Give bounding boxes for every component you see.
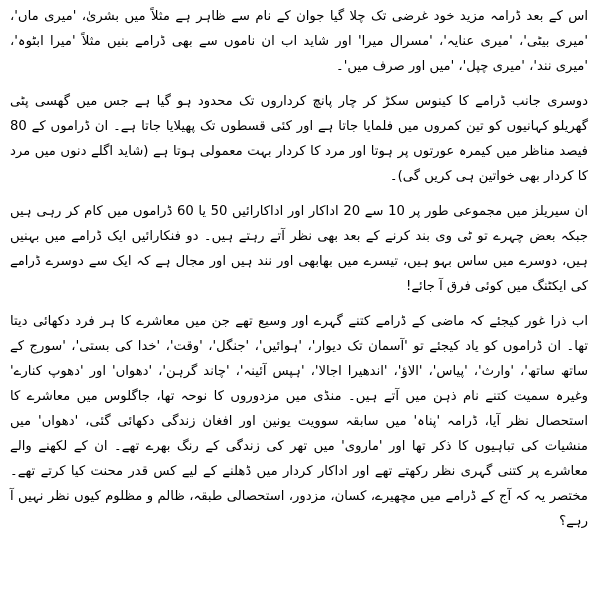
paragraph-4: اب ذرا غور کیجئے کہ ماضی کے ڈرامے کتنے گہرے اور وسیع تھے جن میں معاشرے کا ہر فرد دکھائی دیتا تھا۔ ان ڈراموں کو یاد کیجئے تو 'آسمان تک دیوار'، 'ہوائیں'، 'جنگل'، 'وقت'، 'خدا کی بستی'، 'سورج کے ساتھ ساتھ'، 'وارث'، 'پیاس'، 'الاؤ'، 'اندھیرا اجالا'، 'ہپس آئینہ'، 'چاند گرہن'، 'دھواں' اور 'دھوپ کنارے' وغیرہ سمیت کتنے نام ذہن میں آتے ہیں۔ منڈی میں مزدوروں کا نوحہ تھا، جاگلوس میں معاشرے کا استحصال نظر آیا، ڈرامہ 'پناہ' میں سابقہ سوویت یونین اور افغان زندگی دکھائی گئی، 'دھواں' میں منشیات کی تباہیوں کا ذکر تھا اور 'ماروی' میں تھر کی زندگی کے رنگ بھرے تھے۔ ان کے لکھنے والے معاشرے پر کتنی گہری نظر رکھتے تھے اور اداکار کردار میں ڈھلنے کے لیے کس قدر محنت کیا کرتے تھے۔ مختصر یہ کہ آج کے ڈرامے میں مچھیرے، کسان، مزدور، استحصالی طبقہ، ظالم و مظلوم کیوں نظر نہیں آ رہے؟ [10,314,588,529]
paragraph-2: دوسری جانب ڈرامے کا کینوس سکڑ کر چار پانچ کرداروں تک محدود ہو گیا ہے جس میں گھسی پٹی گھریلو کہانیوں کو تین کمروں میں فلمایا جاتا ہے اور کئی قسطوں تک پھیلایا جاتا ہے۔ ان ڈراموں کے 80 فیصد مناظر میں کیمرہ عورتوں پر ہوتا اور مرد کا کردار بہت معمولی ہوتا ہے (شاید اگلے دنوں میں مرد کا کردار بھی خواتین ہی کریں گی)۔ [10,94,588,184]
paragraph-3: ان سیریلز میں مجموعی طور پر 10 سے 20 اداکار اور اداکارائیں 50 یا 60 ڈراموں میں کام کر رہی ہیں جبکہ بعض چہرے تو ٹی وی بند کرنے کے بعد بھی نظر آتے رہتے ہیں۔ دو فنکارائیں ایک ڈرامے میں بہنیں ہیں، دوسرے میں ساس بہو ہیں، تیسرے میں بھابھی اور نند ہیں اور مجال ہے کہ ایک سے دوسرے ڈرامے کی ایکٹنگ میں کوئی فرق آ جائے! [10,204,588,294]
paragraph-1: اس کے بعد ڈرامہ مزید خود غرضی تک چلا گیا جوان کے نام سے ظاہر ہے مثلاً میں بشریٰ، 'میری ماں'، 'میری بیٹی'، 'میری عنایہ'، 'مسرال میرا' اور شاید اب ان ناموں سے بھی ڈرامے بنیں مثلاً 'میرا ابٹوہ'، 'میری نند'، 'میری چپل'، 'میں اور صرف میں'۔ [10,9,588,74]
